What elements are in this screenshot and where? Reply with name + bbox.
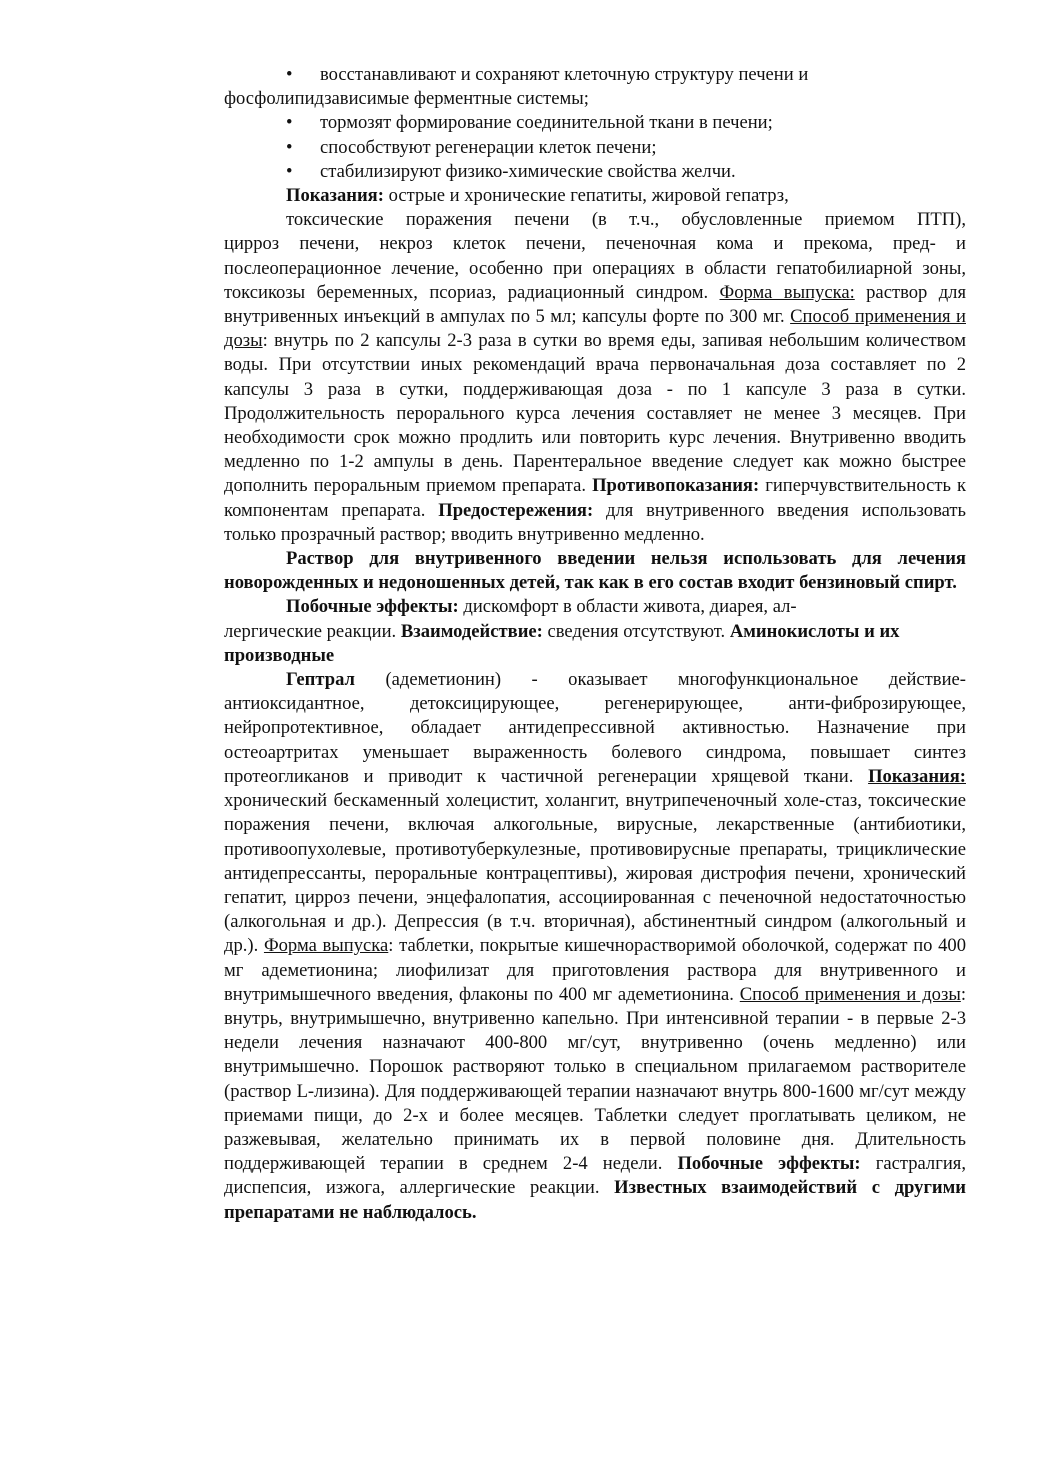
bullet-icon: • <box>286 136 293 158</box>
method-label: Способ применения и дозы <box>739 983 961 1005</box>
form-label: Форма выпуска: <box>719 281 855 303</box>
list-item <box>224 111 966 135</box>
side-effects-line: Побочные эффекты: дискомфорт в области живота, диарея, ал- <box>286 596 797 618</box>
bullet-text: стабилизируют физико-химические свойства желчи. <box>320 160 736 182</box>
section-title: Аминокислоты и их производные <box>224 620 900 666</box>
bullet-text: восстанавливают и сохраняют клеточную структуру печени и <box>320 64 809 85</box>
bold-warning: Раствор для внутривенного введении нельзя использовать для лечения новорожденных и недоношенных детей, так как в его состав входит бензиновый спирт. <box>224 548 966 594</box>
drug-name: Гептрал <box>286 669 355 691</box>
form-label: Форма выпуска <box>263 935 389 957</box>
document-page <box>224 63 966 1225</box>
precautions-label: Предостережения: <box>438 499 594 521</box>
indications-label: Показания: <box>868 765 966 787</box>
side-effects-label: Побочные эффекты: <box>677 1153 861 1175</box>
paragraph-heptral: Гептрал (адеметионин) - оказывает многофункциональное действие-антиоксидантное, детоксицирующее, регенерирующее, анти-фиброзирующее, нейропротективное, обладает антидепрессивной активностью. Назначение при остеоартритах уменьшает выраженность болевого синдрома, повышает синтез протеогликанов и приводит к частичной регенерации хрящевой ткани. Показания: хронический бескаменный холецистит, холангит, внутрипеченочный холе-стаз, токсические поражения печени, включая алкогольные, вирусные, лекарственные (антибиотики, противоопухолевые, противотуберкулезные, противовирусные препараты, трициклические антидепрессанты, пероральные контрацептивы), жировая дистрофия печени, хронический гепатит, цирроз печени, энцефалопатия, ассоциированная с печеночной недостаточностью (алкогольная и др.). Депрессия (в т.ч. вторичная), абстинентный синдром (алкогольный и др.). Форма выпуска: таблетки, покрытые кишечнорастворимой оболочкой, содержат по 400 мг адеметионина; лиофилизат для приготовления раствора для внутривенного и внутримышечного введения, флаконы по 400 мг адеметионина. Способ применения и дозы: внутрь, внутримышечно, внутривенно капельно. При интенсивной терапии - в первые 2-3 недели лечения назначают 400-800 мг/сут, внутривенно (очень медленно) или внутримышечно. Порошок растворяют только в специальном прилагаемом растворителе (раствор L-лизина). Для поддерживающей терапии назначают внутрь 800-1600 мг/сут между приемами пищи, до 2-х и более месяцев. Таблетки следует проглатывать целиком, не разжевывая, желательно принимать их в первой половине дня. Длительность поддерживающей терапии в среднем 2-4 недели. Побочные эффекты: гастралгия, диспепсия, изжога, аллергические реакции. Известных взаимодействий с другими препаратами не наблюдалось. <box>224 669 967 1223</box>
bullet-text-continued: фосфолипидзависимые ферментные системы; <box>224 88 589 110</box>
side-effects-label: Побочные эффекты: <box>286 596 459 618</box>
method-label: Способ применения и дозы <box>224 306 966 352</box>
bullet-icon: • <box>286 112 293 134</box>
interaction-label: Взаимодействие: <box>400 620 543 642</box>
indications-label: Показания: <box>286 185 384 207</box>
bullet-text: способствуют регенерации клеток печени; <box>320 136 657 158</box>
contraindications-label: Противопоказания: <box>592 475 760 497</box>
paragraph-usage: цирроз печени, некроз клеток печени, печеночная кома и прекома, пред- и послеоперационное лечение, особенно при операциях в области гепатобилиарной зоны, токсикозы беременных, псориаз, радиационный синдром. Форма выпуска: раствор для внутривенных инъекций в ампулах по 5 мл; капсулы форте по 300 мг. Способ применения и дозы: внутрь по 2 капсулы 2-3 раза в сутки во время еды, запивая небольшим количеством воды. При отсутствии иных рекомендаций врача первоначальная доза составляет по 2 капсулы 3 раза в сутки, поддерживающая доза - по 1 капсуле 3 раза в сутки. Продолжительность перорального курса лечения составляет не менее 3 месяцев. При необходимости срок можно продлить или повторить курс лечения. Внутривенно вводить медленно по 1-2 ампулы в день. Парентеральное введение следует как можно быстрее дополнить пероральным приемом препарата. Противопоказания: гиперчувствительность к компонентам препарата. Предостережения: для внутривенного введения использовать только прозрачный раствор; вводить внутривенно медленно. <box>224 233 966 545</box>
final-note: Известных взаимодействий с другими препаратами не наблюдалось. <box>224 1177 966 1223</box>
paragraph-interaction: лергические реакции. Взаимодействие: сведения отсутствуют. Аминокислоты и их производные <box>224 620 900 666</box>
indications-line-2: токсические поражения печени (в т.ч., обусловленные приемом ПТП), <box>286 209 966 231</box>
bullet-text: тормозят формирование соединительной ткани в печени; <box>320 112 773 134</box>
list-item <box>224 136 966 160</box>
list-item <box>224 63 966 87</box>
list-item <box>224 160 966 184</box>
bullet-icon: • <box>286 64 293 85</box>
bullet-icon: • <box>286 160 293 182</box>
indications-line: Показания: острые и хронические гепатиты, жировой гепатрз, <box>286 185 789 207</box>
